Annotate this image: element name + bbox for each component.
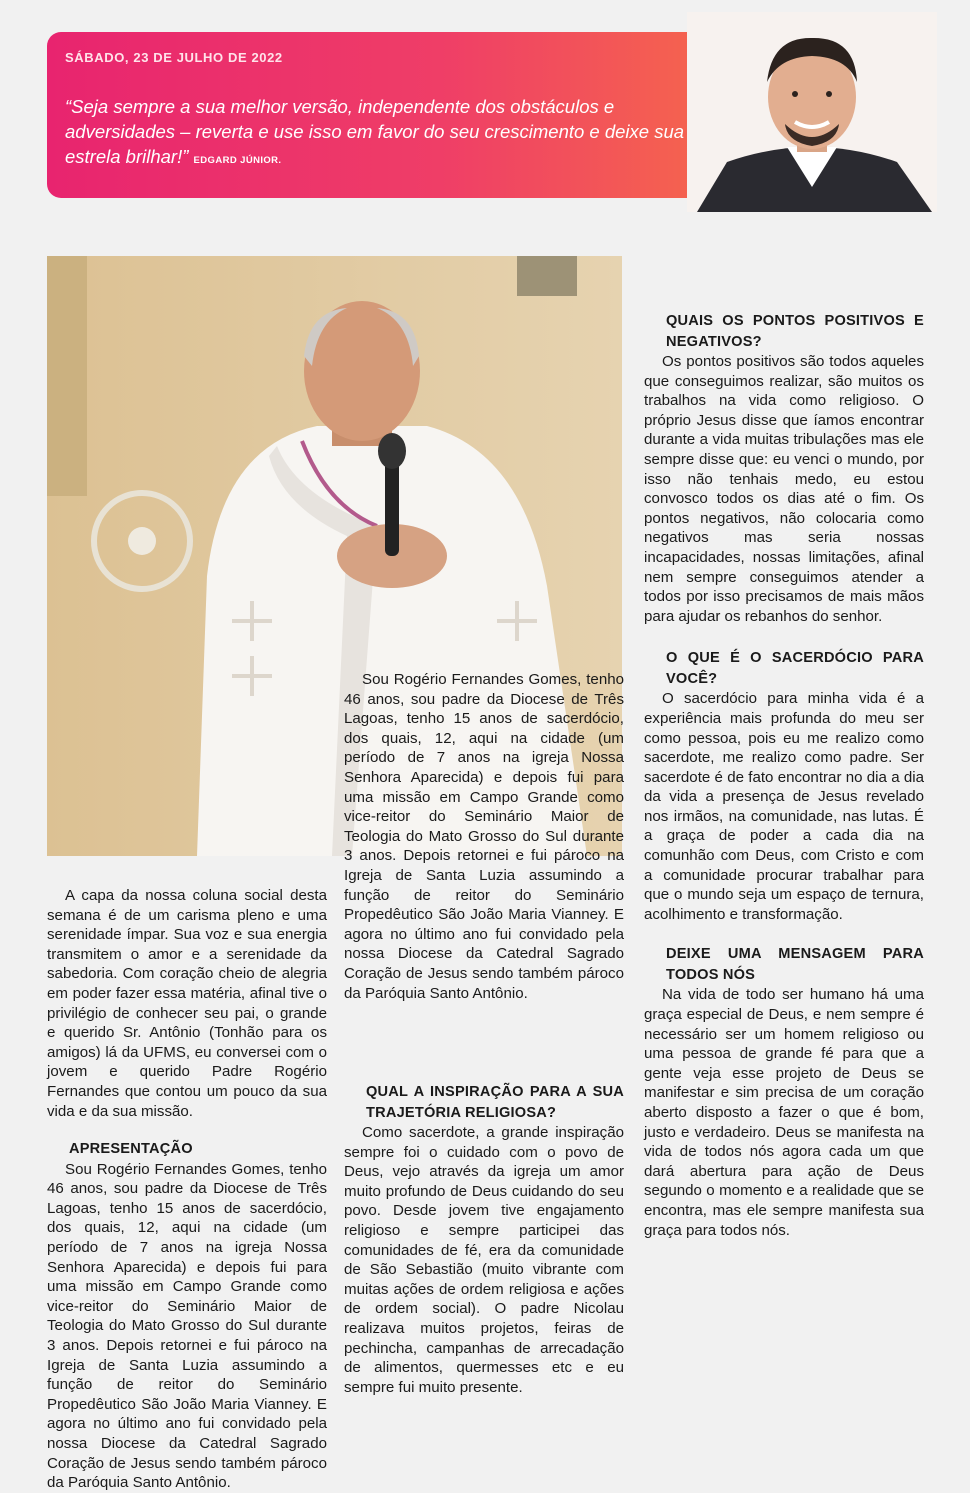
column-1 xyxy=(47,886,327,1492)
apresentacao-text: Sou Rogério Fernandes Gomes, tenho 46 anos, sou padre da Diocese de Três Lagoas, tenho 15 anos de sacerdócio, dos quais, 12, aqui na cidade (um período de 7 anos na igreja Nossa Senhora Aparecida) e depois fui para uma missão em Campo Grande como vice-reitor do Seminário Maior de Teologia do Mato Grosso do Sul durante 3 anos. Depois retornei e fui pároco na Igreja de Santa Luzia assumindo a função de reitor do Seminário Propedêutico São João Maria Vianney. E agora no último ano fui convidado pela nossa Diocese da Catedral Sagrado Coração de Jesus sendo também pároco da Paróquia Santo Antônio. xyxy=(47,1160,327,1492)
columnist-portrait xyxy=(687,12,937,212)
heading-inspiracao: QUAL A INSPIRAÇÃO PARA A SUA TRAJETÓRIA RELIGIOSA? xyxy=(366,1084,624,1121)
apresentacao-paragraph xyxy=(47,1160,327,1492)
quote-text: “Seja sempre a sua melhor versão, independente dos obstáculos e adversidades – reverta e use isso em favor do seu crescimento e deixe sua estrela brilhar!” xyxy=(65,96,685,167)
intro-paragraph: A capa da nossa coluna social desta semana é de um carisma pleno e uma serenidade ímpar. Sua voz e sua energia transmitem o amor e a serenidade da sabedoria. Com coração cheio de alegria em poder fazer essa matéria, afinal tive o privilégio de conhecer seu pai, o grande e querido Sr. Antônio (Tonhão para os amigos) lá da UFMS, eu conversei com o jovem e querido Padre Rogério Fernandes que contou um pouco da sua vida e da sua missão. xyxy=(47,887,327,1120)
column-3 xyxy=(644,269,924,1240)
sacerdocio-paragraph: O sacerdócio para minha vida é a experiência mais profunda do meu ser como pessoa, pois eu me realizo como sacerdote, me realizo como padre. Ser sacerdote é de fato encontrar no dia a dia da vida a presença de Jesus revelado nos irmãos, na comunidade, nas lutas. É a graça de poder a cada dia na comunhão com Deus, com Cristo e com a comunidade procurar trabalhar para que o mundo seja um espaço de ternura, acolhimento e transformação. xyxy=(644,690,924,923)
issue-date: SÁBADO, 23 DE JULHO DE 2022 xyxy=(65,50,283,65)
heading-sacerdocio: O QUE É O SACERDÓCIO PARA VOCÊ? xyxy=(666,650,924,687)
quote-author: EDGARD JÚNIOR. xyxy=(193,155,282,166)
banner-quote xyxy=(65,94,705,173)
inspiracao-paragraph: Como sacerdote, a grande inspiração sempre foi o cuidado com o povo de Deus, vejo através da igreja um amor muito profundo de Deus cuidando do seu povo. Desde jovem tive engajamento religioso e sempre participei das comunidades de fé, era da comunidade de São Sebastião (muito vibrante com muitas ações de ordem religiosa e ações de ordem social). O padre Nicolau realizava muitos projetos, feiras de pechincha, campanhas de arrecadação de alimentos, quermesses etc e eu sempre fui muito presente. xyxy=(344,1124,624,1396)
column-2 xyxy=(344,671,624,1437)
heading-apresentacao: APRESENTAÇÃO xyxy=(69,1141,193,1158)
apresentacao-continuation xyxy=(344,671,624,1082)
pontos-paragraph: Os pontos positivos são todos aqueles que conseguimos realizar, são muitos os trabalhos na vida como religioso. O próprio Jesus disse que íamos encontrar durante a vida muitas tribulações mas ele sempre disse que: eu venci o mundo, por isso não tenhais medo, eu estou convosco todos os dias até o fim. Os pontos negativos, não colocaria como negativos mas seria nossas incapacidades, nossas limitações, afinal nem sempre conseguimos atender a todos por isso precisamos de mais mãos para ajudar os rebanhos do senhor. xyxy=(644,353,924,625)
heading-mensagem: DEIXE UMA MENSAGEM PARA TODOS NÓS xyxy=(666,946,924,983)
mensagem-paragraph: Na vida de todo ser humano há uma graça especial de Deus, e nem sempre é necessário ser um homem religioso ou uma pessoa de grande fé para que a gente veja esse projeto de Deus se manifestar e sim precisa de um coração aberto disposto a fazer o que é bom, justo e verdadeiro. Deus se manifesta na vida de todos nós agora cada um que dará abertura para ação de Deus segundo o momento e a realidade que se encontra, mas ele sempre manifesta sua graça para todos nós. xyxy=(644,986,924,1239)
heading-pontos: QUAIS OS PONTOS POSITIVOS E NEGATIVOS? xyxy=(666,313,924,350)
quote-banner xyxy=(47,32,922,198)
apresentacao-continuation-text: Sou Rogério Fernandes Gomes, tenho 46 anos, sou padre da Diocese de Três Lagoas, tenho 15 anos de sacerdócio, dos quais, 12, aqui na cidade (um período de 7 anos na igreja Nossa Senhora Aparecida) e depois fui para uma missão em Campo Grande como vice-reitor do Seminário Maior de Teologia do Mato Grosso do Sul durante 3 anos. Depois retornei e fui pároco na Igreja de Santa Luzia assumindo a função de reitor do Seminário Propedêutico São João Maria Vianney. E agora no último ano fui convidado pela nossa Diocese da Catedral Sagrado Coração de Jesus sendo também pároco da Paróquia Santo Antônio. xyxy=(344,671,624,1002)
